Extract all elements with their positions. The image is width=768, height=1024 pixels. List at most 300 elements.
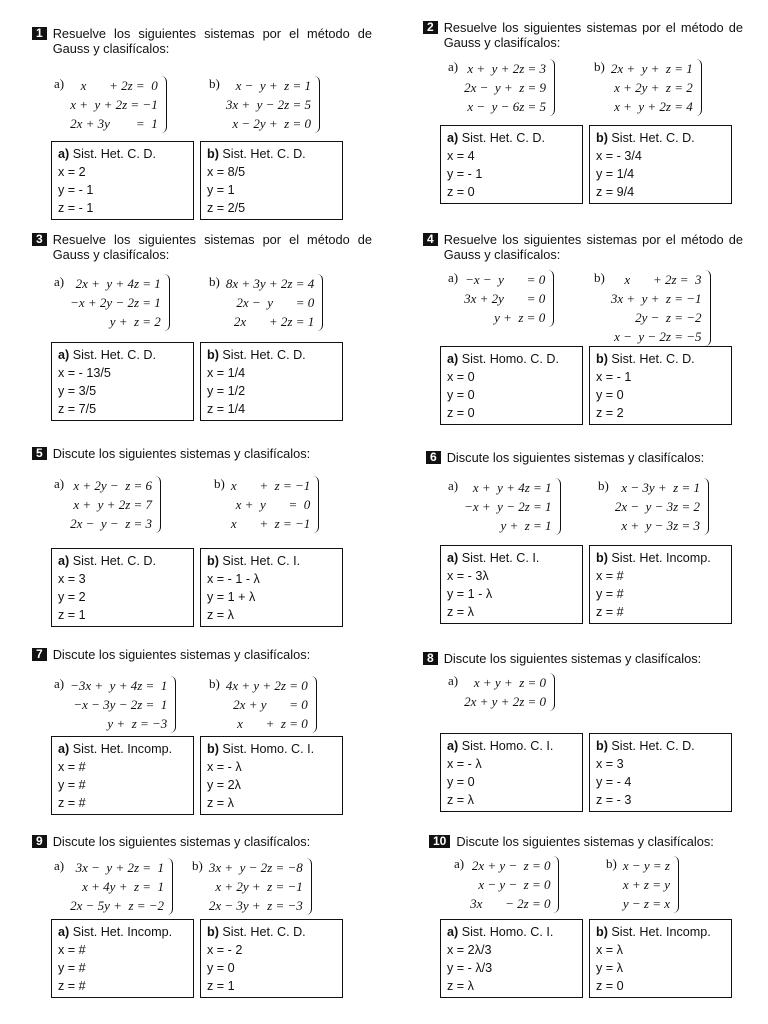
answer-title — [596, 737, 725, 755]
system-label: b) — [594, 270, 605, 285]
answer-title — [207, 552, 336, 570]
answer-box-b — [589, 346, 732, 425]
answer-value: y = 2 — [58, 590, 86, 604]
equations — [623, 856, 670, 913]
answer-value: x = # — [596, 569, 624, 583]
answer-label: a) — [447, 131, 459, 145]
exercise-title: Discute los siguientes sistemas y clasifícalos: — [52, 647, 311, 662]
system-a — [54, 76, 167, 133]
answer-value: y = # — [596, 587, 624, 601]
exercise-header — [32, 446, 372, 461]
system-b — [598, 478, 709, 535]
answer-type: Sist. Het. Incomp. — [72, 925, 173, 939]
answer-box-b — [200, 548, 343, 627]
system-label: b) — [214, 476, 225, 491]
answer-type: Sist. Het. C. D. — [72, 554, 156, 568]
answer-type: Sist. Het. C. I. — [461, 551, 540, 565]
system-a — [448, 478, 561, 535]
answer-value: x = λ — [596, 943, 623, 957]
answer-box-b — [589, 545, 732, 624]
answer-value: x = - 1 — [596, 370, 632, 384]
equation: x + z = −1 — [230, 516, 311, 531]
exercise-title: Discute los siguientes sistemas y clasifícalos: — [443, 651, 702, 666]
answer-label: a) — [58, 742, 70, 756]
system-b — [209, 76, 320, 133]
equation: 2x + 3y = 1 — [70, 116, 158, 131]
equation: x + y + 2z = 4 — [614, 99, 693, 114]
answer-title — [596, 549, 725, 567]
system-label: b) — [594, 59, 605, 74]
system-label: b) — [598, 478, 609, 493]
answer-label: b) — [596, 131, 608, 145]
system-brace — [673, 856, 679, 913]
equation: x + y = 0 — [235, 497, 311, 512]
answer-box-b — [589, 125, 732, 204]
equation: y + z = 0 — [494, 310, 546, 325]
answer-value: z = - 1 — [58, 201, 94, 215]
system-brace — [314, 76, 320, 133]
equation: x − 2y + z = 0 — [232, 116, 312, 131]
answer-value: z = λ — [447, 979, 474, 993]
answer-value: z = 9/4 — [596, 185, 635, 199]
answer-value: y = λ — [596, 961, 623, 975]
equation: 2x + y + z = 1 — [610, 61, 693, 76]
equation: x + 2y + z = −1 — [215, 879, 303, 894]
answer-value: x = 3 — [596, 757, 624, 771]
answer-box-b — [200, 141, 343, 220]
answer-type: Sist. Het. C. I. — [222, 554, 301, 568]
answer-value: y = - 1 — [58, 183, 94, 197]
answers-3 — [51, 342, 343, 421]
answers-7 — [51, 736, 343, 815]
answer-value: x = 2λ/3 — [447, 943, 492, 957]
equation: x + 2y + z = 2 — [614, 80, 693, 95]
answer-label: b) — [596, 739, 608, 753]
exercise-title: Discute los siguientes sistemas y clasifícalos: — [52, 834, 311, 849]
answer-type: Sist. Het. Incomp. — [72, 742, 173, 756]
answer-value: z = λ — [447, 793, 474, 807]
equations — [226, 676, 308, 733]
answer-value: y = 3/5 — [58, 384, 97, 398]
system-b — [192, 858, 312, 915]
answer-value: x = 0 — [447, 370, 475, 384]
exercise-title: Resuelve los siguientes sistemas por el método de Gauss y clasifícalos: — [52, 232, 372, 262]
answer-value: z = 1 — [207, 979, 235, 993]
equation: 2x − 5y + z = −2 — [70, 898, 165, 913]
answer-value: y = 1 - λ — [447, 587, 493, 601]
answer-value: y = 2λ — [207, 778, 241, 792]
equation: x + 4y + z = 1 — [82, 879, 165, 894]
system-brace — [311, 676, 317, 733]
answer-type: Sist. Het. C. D. — [461, 131, 545, 145]
answer-value: z = 2 — [596, 406, 624, 420]
equations — [615, 478, 700, 535]
answer-title — [58, 740, 187, 758]
exercise-1 — [32, 26, 372, 56]
system-a — [54, 676, 176, 733]
system-brace — [548, 270, 554, 327]
system-brace — [170, 676, 176, 733]
answers-2 — [440, 125, 732, 204]
equation: x − y − 2z = −5 — [614, 329, 702, 344]
answer-value: x = - 2 — [207, 943, 243, 957]
system-b — [209, 274, 323, 331]
equation: 2x + y = 0 — [233, 697, 308, 712]
system-label: b) — [209, 76, 220, 91]
equations — [464, 673, 546, 711]
equation: x + z = −1 — [230, 478, 311, 493]
system-brace — [155, 476, 161, 533]
exercise-header — [426, 450, 746, 465]
system-label: b) — [192, 858, 203, 873]
answer-box-a — [440, 919, 583, 998]
exercise-number: 1 — [32, 27, 47, 40]
answer-box-a — [440, 733, 583, 812]
system-label: a) — [448, 270, 459, 285]
system-brace — [705, 270, 711, 346]
answer-title — [58, 145, 187, 163]
answers-9 — [51, 919, 343, 998]
answer-value: x = - 3/4 — [596, 149, 642, 163]
system-b — [214, 476, 319, 533]
answer-box-a — [440, 125, 583, 204]
equation: 2y − z = −2 — [635, 310, 702, 325]
answer-title — [596, 129, 725, 147]
system-a — [448, 59, 555, 116]
answer-label: b) — [207, 348, 219, 362]
equations — [611, 270, 702, 346]
equation: −x − 3y − 2z = 1 — [73, 697, 168, 712]
answer-title — [596, 350, 725, 368]
answer-label: a) — [447, 739, 459, 753]
system-brace — [555, 478, 561, 535]
equation: 4x + y + 2z = 0 — [225, 678, 308, 693]
answer-type: Sist. Het. C. D. — [611, 739, 695, 753]
answer-box-b — [200, 919, 343, 998]
system-label: a) — [448, 673, 459, 688]
equation: 8x + 3y + 2z = 4 — [225, 276, 315, 291]
exercise-header — [423, 232, 743, 262]
equations — [464, 59, 546, 116]
answer-label: b) — [207, 742, 219, 756]
exercise-9 — [32, 834, 372, 849]
exercise-8 — [423, 651, 743, 666]
exercise-title: Resuelve los siguientes sistemas por el método de Gauss y clasifícalos: — [52, 26, 372, 56]
answer-title — [207, 346, 336, 364]
exercise-header — [429, 834, 749, 849]
answer-title — [447, 549, 576, 567]
equations — [611, 59, 693, 116]
equation: x + z = y — [622, 877, 670, 892]
equation: x − 3y + z = 1 — [621, 480, 701, 495]
answer-value: y = - 1 — [447, 167, 483, 181]
equation: x + y + 4z = 1 — [472, 480, 552, 495]
answer-box-a — [51, 548, 194, 627]
equations — [464, 270, 545, 327]
answer-box-b — [200, 736, 343, 815]
answer-value: z = # — [58, 796, 86, 810]
answer-title — [447, 737, 576, 755]
equation: x + y − 3z = 3 — [621, 518, 701, 533]
answer-value: x = # — [58, 760, 86, 774]
system-label: b) — [606, 856, 617, 871]
system-a — [454, 856, 559, 913]
answer-type: Sist. Homo. C. D. — [461, 352, 559, 366]
equation: y + z = −3 — [107, 716, 168, 731]
equation: x − y + z = 1 — [235, 78, 312, 93]
system-brace — [696, 59, 702, 116]
answer-label: b) — [596, 925, 608, 939]
answer-value: x = # — [58, 943, 86, 957]
equation: x + z = 0 — [237, 716, 308, 731]
answer-value: x = 8/5 — [207, 165, 246, 179]
equation: 2x + y − z = 0 — [471, 858, 551, 873]
system-b — [594, 270, 711, 346]
system-label: a) — [54, 676, 65, 691]
answer-title — [58, 923, 187, 941]
system-brace — [313, 476, 319, 533]
exercise-number: 3 — [32, 233, 47, 246]
equation: 2x + 2z = 1 — [233, 314, 315, 329]
exercise-number: 5 — [32, 447, 47, 460]
answer-title — [447, 923, 576, 941]
system-brace — [306, 858, 312, 915]
answer-type: Sist. Het. C. D. — [611, 131, 695, 145]
answer-value: z = 1/4 — [207, 402, 246, 416]
answer-type: Sist. Het. C. D. — [222, 348, 306, 362]
system-label: a) — [448, 478, 459, 493]
equation: x + 2z = 0 — [80, 78, 158, 93]
answer-value: y = # — [58, 778, 86, 792]
equation: y − z = x — [622, 896, 670, 911]
answer-type: Sist. Het. C. D. — [72, 348, 156, 362]
exercise-title: Discute los siguientes sistemas y clasifícalos: — [52, 446, 311, 461]
exercise-title: Discute los siguientes sistemas y clasifícalos: — [456, 834, 714, 849]
answer-type: Sist. Het. C. D. — [222, 147, 306, 161]
equation: −x + y − 2z = 1 — [464, 499, 552, 514]
exercise-header — [423, 651, 743, 666]
equation: −x − y = 0 — [465, 272, 546, 287]
answer-box-a — [440, 346, 583, 425]
answer-type: Sist. Het. C. D. — [611, 352, 695, 366]
equation: 2x + y + 2z = 0 — [464, 694, 547, 709]
equation: −x + 2y − 2z = 1 — [70, 295, 161, 310]
exercise-number: 7 — [32, 648, 47, 661]
answer-label: b) — [207, 925, 219, 939]
system-label: a) — [54, 858, 65, 873]
equation: x + y + z = 0 — [473, 675, 547, 690]
answers-4 — [440, 346, 732, 425]
answer-box-a — [51, 736, 194, 815]
answer-value: z = λ — [207, 796, 234, 810]
answer-value: y = 1 + λ — [207, 590, 256, 604]
system-brace — [549, 673, 555, 711]
answer-label: a) — [58, 348, 70, 362]
exercise-title: Resuelve los siguientes sistemas por el método de Gauss y clasifícalos: — [443, 232, 743, 262]
answer-box-a — [440, 545, 583, 624]
answer-box-b — [589, 919, 732, 998]
system-a — [54, 274, 170, 331]
equations — [226, 274, 314, 331]
answer-value: z = 1 — [58, 608, 86, 622]
answer-value: z = 0 — [596, 979, 624, 993]
answer-label: a) — [58, 925, 70, 939]
exercise-number: 8 — [423, 652, 438, 665]
answer-label: b) — [207, 554, 219, 568]
answer-type: Sist. Homo. C. I. — [461, 739, 554, 753]
exercise-title: Discute los siguientes sistemas y clasifícalos: — [446, 450, 705, 465]
answer-value: z = 0 — [447, 406, 475, 420]
equations — [70, 274, 161, 331]
exercise-7 — [32, 647, 372, 662]
answer-value: x = - 1 - λ — [207, 572, 260, 586]
answer-title — [447, 350, 576, 368]
answers-1 — [51, 141, 343, 220]
equations — [226, 76, 311, 133]
answer-value: y = # — [58, 961, 86, 975]
exercise-number: 9 — [32, 835, 47, 848]
answer-value: z = - 3 — [596, 793, 632, 807]
answer-value: z = λ — [207, 608, 234, 622]
equation: 3x + 2y = 0 — [464, 291, 546, 306]
equation: 2x − y = 0 — [236, 295, 315, 310]
answer-box-a — [51, 141, 194, 220]
equation: 2x − y + z = 9 — [464, 80, 547, 95]
system-label: a) — [54, 476, 65, 491]
answers-10 — [440, 919, 732, 998]
answer-label: b) — [207, 147, 219, 161]
exercise-10 — [429, 834, 749, 849]
exercise-6 — [426, 450, 746, 465]
answer-title — [207, 923, 336, 941]
answer-title — [207, 145, 336, 163]
answer-box-b — [589, 733, 732, 812]
answer-title — [447, 129, 576, 147]
answer-type: Sist. Het. Incomp. — [611, 551, 711, 565]
system-brace — [553, 856, 559, 913]
answer-value: x = 2 — [58, 165, 86, 179]
equation: x + 2z = 3 — [624, 272, 702, 287]
exercise-number: 4 — [423, 233, 438, 246]
equations — [464, 478, 551, 535]
answers-5 — [51, 548, 343, 627]
answer-label: b) — [596, 352, 608, 366]
answer-type: Sist. Het. C. D. — [222, 925, 306, 939]
equations — [70, 858, 164, 915]
exercise-header — [32, 232, 372, 262]
system-brace — [549, 59, 555, 116]
equation: x + y + 2z = −1 — [70, 97, 158, 112]
answer-label: a) — [447, 551, 459, 565]
system-a — [54, 476, 161, 533]
answer-type: Sist. Het. C. D. — [72, 147, 156, 161]
answer-value: x = 1/4 — [207, 366, 246, 380]
system-brace — [703, 478, 709, 535]
answer-value: z = λ — [447, 605, 474, 619]
equation: 3x + y − 2z = 5 — [225, 97, 312, 112]
equation: 3x + y − 2z = −8 — [208, 860, 303, 875]
exercise-header — [32, 834, 372, 849]
answer-value: y = 1 — [207, 183, 235, 197]
answer-type: Sist. Homo. C. I. — [222, 742, 315, 756]
answers-8 — [440, 733, 732, 812]
system-label: a) — [448, 59, 459, 74]
exercise-number: 6 — [426, 451, 441, 464]
answer-value: y = 1/2 — [207, 384, 246, 398]
answer-value: y = - 4 — [596, 775, 632, 789]
answer-type: Sist. Homo. C. I. — [461, 925, 554, 939]
equation: 3x − y + 2z = 1 — [75, 860, 165, 875]
equation: x − y = z — [622, 858, 670, 873]
answer-value: x = 4 — [447, 149, 475, 163]
equations — [209, 858, 303, 915]
equation: y + z = 2 — [109, 314, 161, 329]
system-label: b) — [209, 676, 220, 691]
system-brace — [161, 76, 167, 133]
system-label: a) — [54, 274, 65, 289]
system-label: a) — [454, 856, 465, 871]
equation: 2x − 3y + z = −3 — [208, 898, 303, 913]
answer-value: y = 1/4 — [596, 167, 635, 181]
equation: 2x − y − 3z = 2 — [614, 499, 701, 514]
answer-box-a — [51, 919, 194, 998]
system-a — [448, 673, 555, 711]
exercise-4 — [423, 232, 743, 262]
equation: 2x + y + 4z = 1 — [75, 276, 161, 291]
system-a — [54, 858, 173, 915]
equation: 3x − 2z = 0 — [470, 896, 551, 911]
answer-value: y = 0 — [596, 388, 624, 402]
system-b — [209, 676, 317, 733]
equations — [70, 476, 152, 533]
system-brace — [167, 858, 173, 915]
system-label: b) — [209, 274, 220, 289]
answer-label: a) — [447, 925, 459, 939]
equations — [70, 76, 158, 133]
answer-value: z = # — [58, 979, 86, 993]
answer-value: x = - 3λ — [447, 569, 489, 583]
exercise-3 — [32, 232, 372, 262]
equation: −3x + y + 4z = 1 — [70, 678, 168, 693]
answer-type: Sist. Het. Incomp. — [611, 925, 711, 939]
exercise-number: 10 — [429, 835, 450, 848]
exercise-2 — [423, 20, 743, 50]
answer-box-a — [51, 342, 194, 421]
equation: 3x + y + z = −1 — [610, 291, 702, 306]
equations — [470, 856, 550, 913]
system-brace — [164, 274, 170, 331]
answers-6 — [440, 545, 732, 624]
equation: x − y − z = 0 — [478, 877, 551, 892]
equation: y + z = 1 — [500, 518, 552, 533]
system-brace — [317, 274, 323, 331]
equation: x − y − 6z = 5 — [467, 99, 547, 114]
answer-value: y = 0 — [447, 388, 475, 402]
answer-box-b — [200, 342, 343, 421]
equation: 2x − y − z = 3 — [70, 516, 153, 531]
exercise-header — [32, 647, 372, 662]
system-label: a) — [54, 76, 65, 91]
answer-value: y = - λ/3 — [447, 961, 493, 975]
answer-label: b) — [596, 551, 608, 565]
answer-title — [58, 346, 187, 364]
answer-value: x = - λ — [447, 757, 482, 771]
answer-value: z = 0 — [447, 185, 475, 199]
system-b — [606, 856, 679, 913]
answer-value: z = # — [596, 605, 624, 619]
exercise-header — [423, 20, 743, 50]
equation: x + 2y − z = 6 — [73, 478, 153, 493]
